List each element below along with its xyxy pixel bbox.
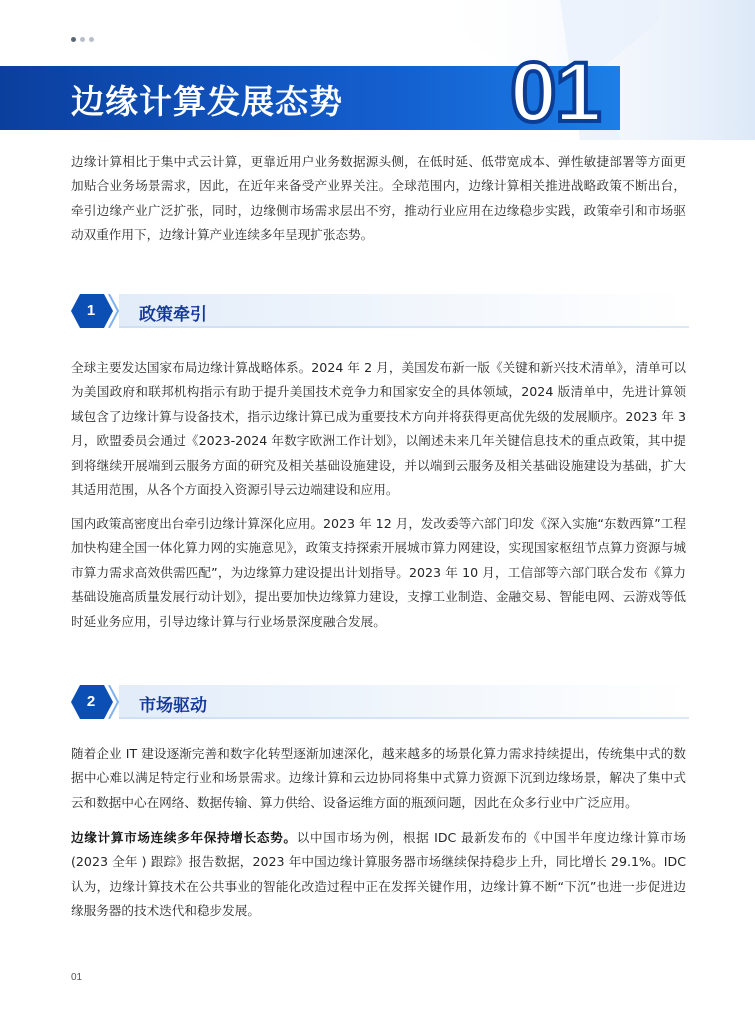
- intro-paragraph: 边缘计算相比于集中式云计算，更靠近用户业务数据源头侧，在低时延、低带宽成本、弹性敏捷部署等方面更加贴合业务场景需求，因此，在近年来备受产业界关注。全球范围内，边缘计算相关推进战略政策不断出台，牵引边缘产业广泛扩张，同时，边缘侧市场需求层出不穷，推动行业应用在边缘稳步实践，政策牵引和市场驱动双重作用下，边缘计算产业连续多年呈现扩张态势。: [71, 154, 686, 243]
- policy-paragraph-domestic: 国内政策高密度出台牵引边缘计算深化应用。2023 年 12 月，发改委等六部门印发《深入实施“东数西算”工程 加快构建全国一体化算力网的实施意见》，政策支持探索开展城市算力网建设，实现国家枢纽节点算力资源与城市算力需求高效供需匹配”，为边缘算力建设提出计划指导。2023 年 10 月，工信部等六部门联合发布《算力基础设施高质量发展行动计划》，提出要加快边缘算力建设，支撑工业制造、金融交易、智能电网、云游戏等低时延业务应用，引导边缘计算与行业场景深度融合发展。: [71, 516, 686, 629]
- section-number: 1: [86, 302, 96, 319]
- market-paragraph-demand: 随着企业 IT 建设逐渐完善和数字化转型逐渐加速深化，越来越多的场景化算力需求持续提出，传统集中式的数据中心难以满足特定行业和场景需求。边缘计算和云边协同将集中式算力资源下沉到边缘场景，解决了集中式云和数据中心在网络、数据传输、算力供给、设备运维方面的瓶颈问题，因此在众多行业中广泛应用。: [71, 746, 686, 810]
- section-title: 市场驱动: [139, 696, 207, 716]
- policy-paragraph-global: 全球主要发达国家布局边缘计算战略体系。2024 年 2 月，美国发布新一版《关键和新兴技术清单》，清单可以为美国政府和联邦机构指示有助于提升美国技术竞争力和国家安全的具体领域，2024 版清单中，先进计算领域包含了边缘计算与设备技术，指示边缘计算已成为重要技术方向并将获得更高优先级的发展顺序。2023 年 3 月，欧盟委员会通过《2023-2024 年数字欧洲工作计划》，以阐述未来几年关键信息技术的重点政策，其中提到将继续开展端到云服务方面的研究及相关基础设施建设，并以端到云服务及相关基础设施建设为基础，扩大其适用范围，从各个方面投入资源引导云边端建设和应用。: [71, 360, 686, 498]
- pager-dots: [71, 37, 94, 42]
- chapter-number: 01: [510, 45, 600, 139]
- section-heading-market: [71, 685, 691, 719]
- emphasis-body: 以中国市场为例，根据 IDC 最新发布的《中国半年度边缘计算市场 (2023 全年 ) 跟踪》报告数据，2023 年中国边缘计算服务器市场继续保持稳步上升，同比增长 29.1%。IDC 认为，边缘计算技术在公共事业的智能化改造过程中正在发挥关键作用，边缘计算不断“下沉”也进一步促进边缘服务器的技术迭代和稳步发展。: [71, 830, 687, 919]
- market-paragraph-growth: [71, 826, 686, 924]
- page-title: 边缘计算发展态势: [71, 82, 343, 121]
- pager-dot: [89, 37, 94, 42]
- section-number: 2: [86, 693, 96, 710]
- section-title: 政策牵引: [139, 305, 207, 325]
- section-heading-policy: [71, 294, 691, 328]
- pager-dot: [80, 37, 85, 42]
- page-number: 01: [71, 972, 83, 983]
- pager-dot: [71, 37, 76, 42]
- emphasis-lead: 边缘计算市场连续多年保持增长态势。: [71, 830, 297, 845]
